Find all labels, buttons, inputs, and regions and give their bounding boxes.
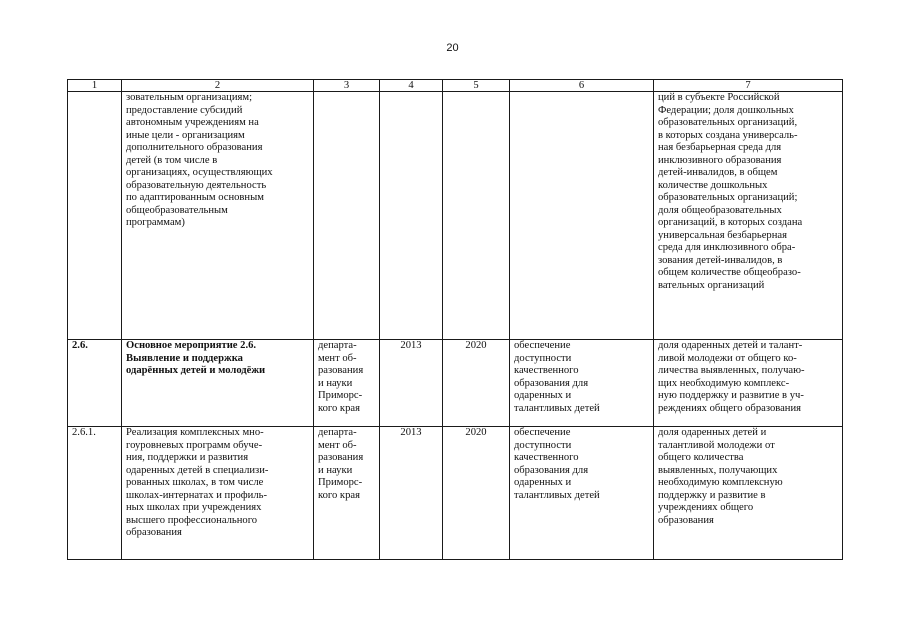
page-number: 20 [446,42,459,54]
indicator-cell: доля одаренных детей и талант- ливой молодежи от общего ко- личества выявленных, получаю- щих необходимую комплекс- ную поддержку и развитие в уч- реждениях общего образования [654,340,843,427]
indicator-cell: ций в субъекте Российской Федерации; доля дошкольных образовательных организаций, в которых создана универсаль- ная безбарьерная среда для инклюзивного образования детей-инвалидов, в общем количестве дошкольных образовательных организаций; доля общеобразовательных организаций, в которых создана универсальная безбарьерная среда для инклюзивного обра- зования детей-инвалидов, в общем количестве общеобразо- вательных организаций [654,92,843,340]
column-header: 3 [314,80,380,92]
end-year-cell [443,92,510,340]
indicator-cell: доля одаренных детей и талантливой молодежи от общего количества выявленных, получающих необходимую комплексную поддержку и развитие в учреждениях общего образования [654,427,843,560]
activity-name-cell: Основное мероприятие 2.6. Выявление и поддержка одарённых детей и молодёжи [122,340,314,427]
executor-cell [314,92,380,340]
column-header: 2 [122,80,314,92]
row-number-cell [68,92,122,340]
start-year-cell: 2013 [380,427,443,560]
executor-cell: департа- мент об- разования и науки Приморс- кого края [314,427,380,560]
activity-name-cell: зовательным организациям; предоставление субсидий автономным учреждениям на иные цели - организациям дополнительного образования детей (в том числе в организациях, осуществляющих образовательную деятельность по адаптированным основным общеобразовательным программам) [122,92,314,340]
activity-name-cell: Реализация комплексных мно- гоуровневых программ обуче- ния, поддержки и развития одаренных детей в специализи- рованных школах, в том числе школах-интернатах и профиль- ных школах при учреждениях высшего профессионального образования [122,427,314,560]
column-header: 4 [380,80,443,92]
table-row [68,92,843,340]
start-year-cell [380,92,443,340]
executor-cell: департа- мент об- разования и науки Приморс- кого края [314,340,380,427]
column-header: 5 [443,80,510,92]
table-header-row [68,80,843,92]
expected-result-cell: обеспечение доступности качественного образования для одаренных и талантливых детей [510,340,654,427]
row-number-cell: 2.6.1. [68,427,122,560]
program-table [67,79,843,560]
column-header: 7 [654,80,843,92]
table-row [68,427,843,560]
expected-result-cell: обеспечение доступности качественного образования для одаренных и талантливых детей [510,427,654,560]
end-year-cell: 2020 [443,427,510,560]
column-header: 1 [68,80,122,92]
column-header: 6 [510,80,654,92]
row-number-cell: 2.6. [68,340,122,427]
end-year-cell: 2020 [443,340,510,427]
start-year-cell: 2013 [380,340,443,427]
table-row [68,340,843,427]
expected-result-cell [510,92,654,340]
